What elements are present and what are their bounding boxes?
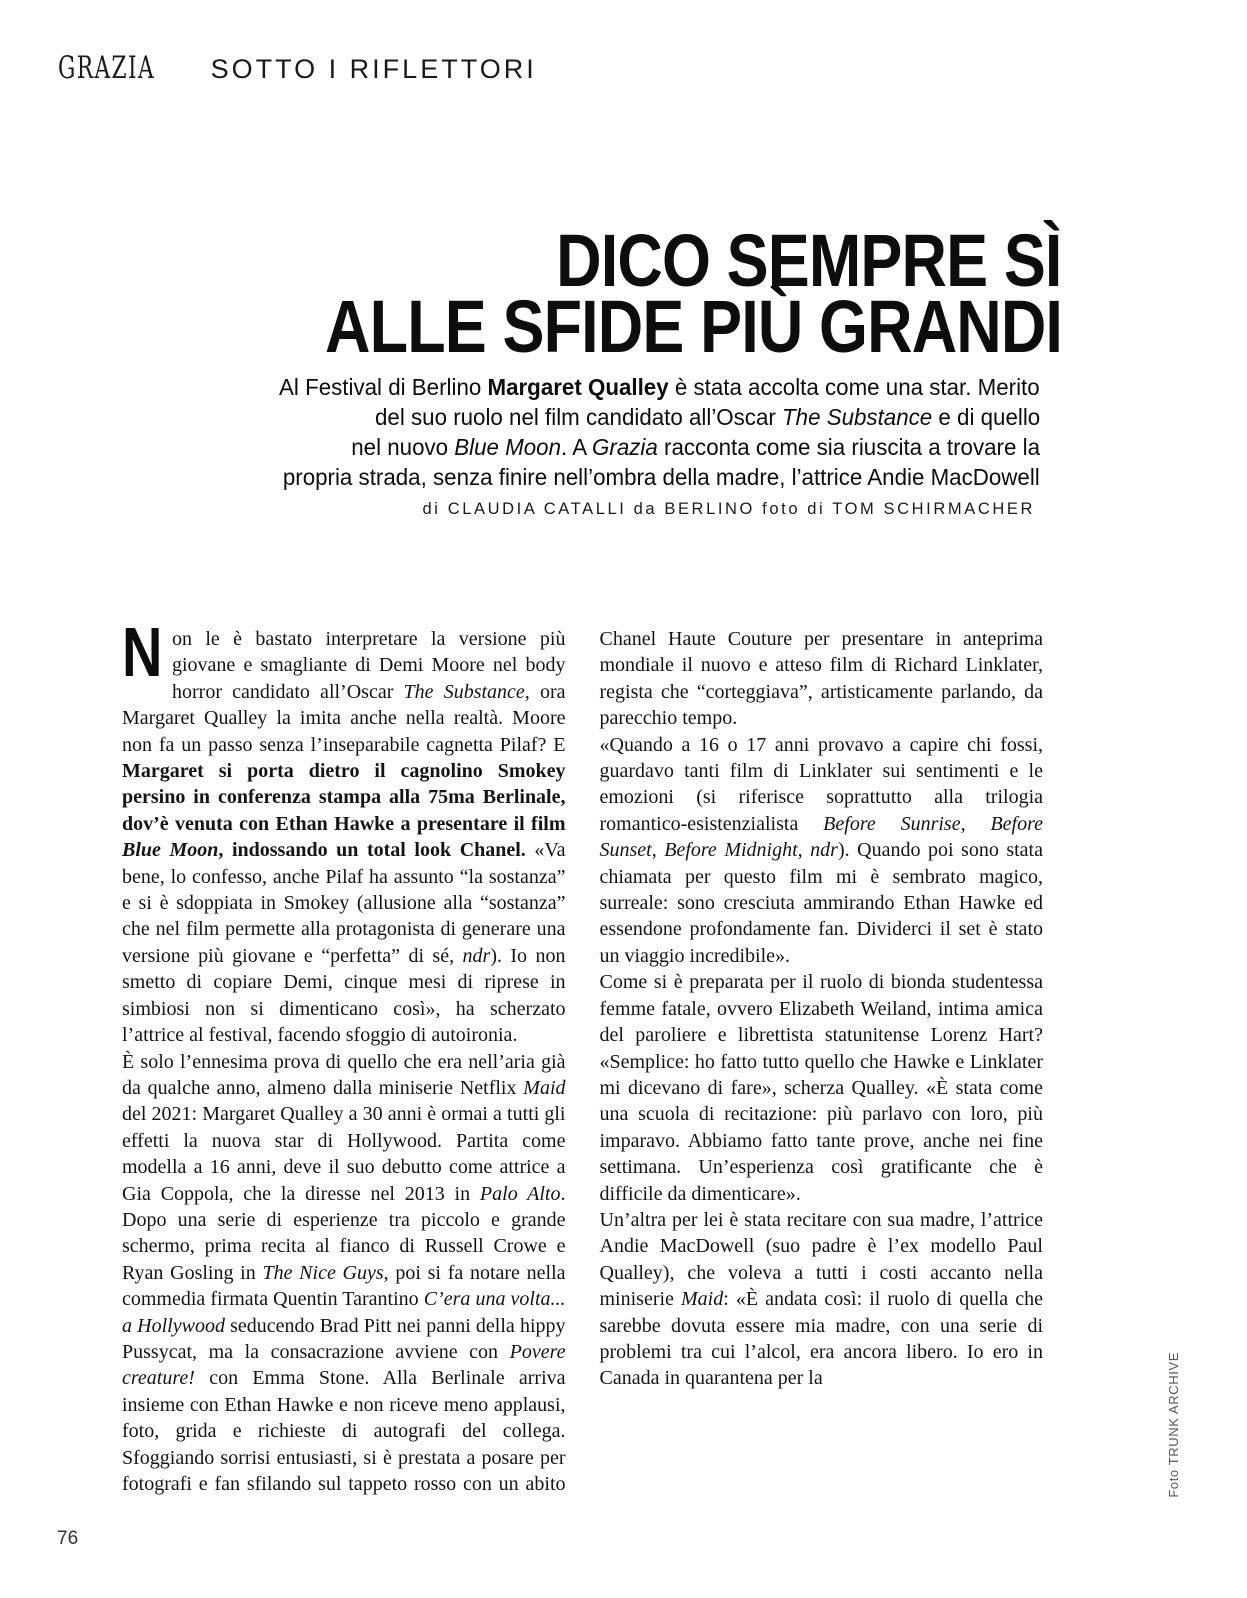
- standfirst-line: [0, 462, 1040, 492]
- masthead: [58, 50, 537, 86]
- body-paragraph: [600, 732, 1044, 970]
- text-run: Al Festival di Berlino: [279, 374, 488, 400]
- text-run: Before Sunrise: [823, 812, 961, 835]
- text-run: ,: [797, 839, 811, 862]
- text-run: del suo ruolo nel film candidato all’Oscar: [374, 404, 782, 430]
- section-title: SOTTO I RIFLETTORI: [210, 54, 537, 84]
- text-run: The Nice Guys: [262, 1261, 384, 1284]
- body-paragraph: [600, 969, 1044, 1207]
- text-run: ). Io non smetto di copiare Demi, cinque mesi di riprese in simbiosi non si dimenticano così», ha scherzato l’attrice al festival, facendo sfoggio di autoironia.: [122, 944, 566, 1047]
- standfirst-line: [0, 372, 1040, 402]
- text-run: Grazia: [592, 434, 658, 460]
- byline: di CLAUDIA CATALLI da BERLINO foto di TOM SCHIRMACHER: [422, 500, 1035, 518]
- body-paragraph: [122, 626, 566, 1049]
- text-run: e di quello: [932, 404, 1040, 430]
- text-run: Palo Alto: [479, 1182, 561, 1205]
- text-run: Before Sunset: [599, 812, 1043, 862]
- text-run: Blue Moon: [454, 434, 562, 460]
- text-run: Maid: [523, 1076, 566, 1099]
- headline-line-2: ALLE SFIDE PIÙ GRANDI: [325, 285, 1062, 368]
- standfirst: [0, 372, 1040, 492]
- text-run: Un’altra per lei è stata recitare con sua madre, l’attrice Andie MacDowell (suo padre è l’ex modello Paul Qualley), che voleva a tutti i costi accanto nella miniserie: [599, 1208, 1043, 1311]
- headline-line-1: DICO SEMPRE SÌ: [556, 219, 1062, 302]
- text-run: del 2021: Margaret Qualley a 30 anni è ormai a tutti gli effetti la nuova star di Hollywood. Partita come modella a 16 anni, deve il suo debutto come attrice a Gia Coppola, che la diresse nel 2013 in: [122, 1103, 566, 1205]
- text-run: ). Quando poi sono stata chiamata per questo film mi è sembrato magico, surreale: sono cresciuta ammirando Ethan Hawke ed essendone profondamente fan. Dividerci il set è stato un viaggio incredibile».: [599, 839, 1043, 967]
- text-run: Before Midnight: [664, 839, 798, 862]
- text-run: on le è bastato interpretare la versione più giovane e smagliante di Demi Moore nel body horror candidato all’Oscar: [172, 628, 566, 703]
- text-run: seducendo Brad Pitt nei panni della hippy Pussycat, ma la consacrazione avviene con: [122, 1314, 566, 1363]
- text-run: Blue Moon: [122, 839, 219, 862]
- text-run: , ora Margaret Qualley la imita anche nella realtà. Moore non fa un passo senza l’inseparabile cagnetta Pilaf? E: [122, 680, 566, 756]
- body-paragraph: [600, 1207, 1044, 1392]
- text-run: ndr: [462, 944, 491, 967]
- text-run: è stata accolta come una star. Merito: [668, 374, 1040, 400]
- text-run: nel nuovo: [351, 434, 455, 460]
- text-run: È solo l’ennesima prova di quello che era nell’aria già da qualche anno, almeno dalla miniserie Netflix: [122, 1050, 566, 1099]
- article-body: [122, 626, 1043, 1506]
- text-run: «Quando a 16 o 17 anni provavo a capire chi fossi, guardavo tanti film di Linklater sui sentimenti e le emozioni (si riferisce soprattutto alla trilogia romantico-esistenzialista: [599, 733, 1043, 835]
- text-run: «Va bene, lo confesso, anche Pilaf ha assunto “la sostanza” e si è sdoppiata in Smokey (allusione alla “sostanza” che nel film permette alla protagonista di generare una versione più giovane e “perfetta” di sé,: [122, 839, 566, 967]
- text-run: The Substance: [403, 680, 525, 703]
- text-run: , poi si fa notare nella commedia firmata Quentin Tarantino: [122, 1261, 566, 1311]
- article-headline: [0, 219, 1062, 368]
- text-run: , indossando un total look Chanel.: [218, 839, 526, 862]
- standfirst-line: [0, 432, 1040, 462]
- text-run: The Substance: [781, 404, 933, 430]
- text-run: . Dopo una serie di esperienze tra piccolo e grande schermo, prima recita al fianco di Russell Crowe e Ryan Gosling in: [122, 1182, 566, 1284]
- text-run: ,: [960, 812, 991, 835]
- text-run: ,: [651, 839, 665, 862]
- text-run: Margaret si porta dietro il cagnolino Smokey persino in conferenza stampa alla 75ma Berlinale, dov’è venuta con Ethan Hawke a presentare il film: [122, 760, 566, 835]
- photo-credit: Foto TRUNK ARCHIVE: [1166, 1352, 1181, 1498]
- text-run: ndr: [810, 839, 838, 862]
- text-run: propria strada, senza finire nell’ombra della madre, l’attrice Andie MacDowell: [283, 464, 1040, 490]
- text-run: C’era una volta... a Hollywood: [122, 1288, 566, 1337]
- text-run: . A: [561, 434, 593, 460]
- text-run: Maid: [681, 1288, 724, 1311]
- text-run: con Emma Stone. Alla Berlinale arriva insieme con Ethan Hawke e non riceve meno applausi, foto, grida e richieste di autografi del collega. Sfoggiando sorrisi entusiasti, si è prestata a posare per fotografi e fan sfilando sul tappeto rosso con un abito Chanel Haute Couture per presentare in anteprima mondiale il nuovo e atteso film di Richard Linklater, regista che “corteggiava”, artisticamente parlando, da parecchio tempo.: [122, 628, 1043, 1495]
- grazia-logo: GRAZIA: [58, 50, 156, 86]
- text-run: Come si è preparata per il ruolo di bionda studentessa femme fatale, ovvero Elizabeth Weiland, intima amica del paroliere e librettista statunitense Lorenz Hart? «Semplice: ho fatto tutto quello che Hawke e Linklater mi dicevano di fare», scherza Qualley. «È stata come una scuola di recitazione: più parlavo con loro, più imparavo. Abbiamo fatto tante prove, anche nei fine settimana. Un’esperienza così gratificante che è difficile da dimenticare».: [599, 971, 1043, 1205]
- text-run: Margaret Qualley: [487, 374, 669, 400]
- text-run: racconta come sia riuscita a trovare la: [657, 434, 1040, 460]
- drop-cap: N: [122, 626, 163, 691]
- text-run: : «È andata così: il ruolo di quella che sarebbe dovuta essere mia madre, con una serie di problemi tra cui l’alcol, era ancora libero. Io ero in Canada in quarantena per la: [599, 1288, 1043, 1390]
- page-number: 76: [57, 1528, 79, 1549]
- text-run: Povere creature!: [122, 1340, 566, 1390]
- standfirst-line: [0, 402, 1040, 432]
